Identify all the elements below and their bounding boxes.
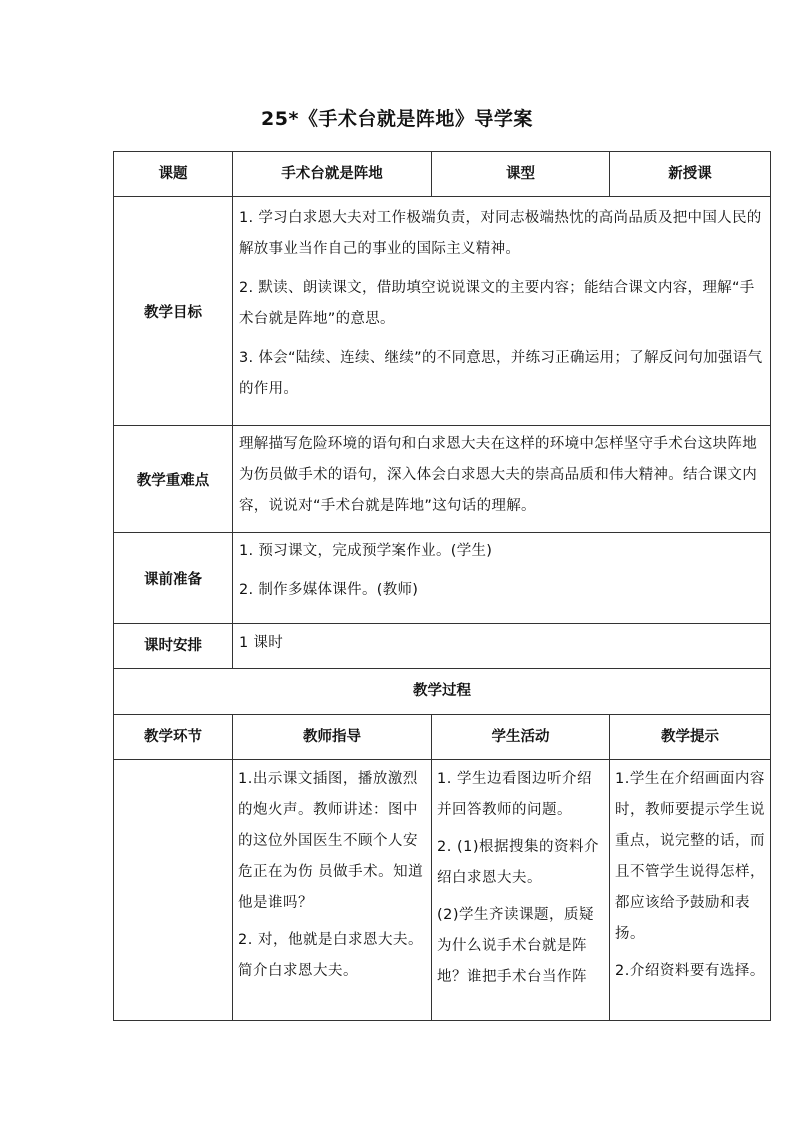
- student-step: 2. (1)根据搜集的资料介绍白求恩大夫。: [437, 839, 599, 886]
- preparation-content: [233, 533, 771, 624]
- process-header-student: 学生活动: [432, 715, 610, 760]
- schedule-label: 课时安排: [114, 624, 233, 669]
- tip-item: 1.学生在介绍画面内容时，教师要提示学生说重点，说完整的话，而且不管学生说得怎样，都应该给予鼓励和表扬。: [615, 771, 765, 942]
- topic-value: 手术台就是阵地: [233, 152, 432, 197]
- teacher-step: 1.出示课文插图，播放激烈的炮火声。教师讲述：图中的这位外国医生不顾个人安危正在为伤 员做手术。知道他是谁吗？: [238, 771, 424, 911]
- schedule-value: 1 课时: [233, 624, 771, 669]
- table-row: [114, 197, 771, 426]
- table-row: [114, 715, 771, 760]
- lesson-plan-table: [113, 151, 771, 1021]
- teacher-step: 2. 对，他就是白求恩大夫。简介白求恩大夫。: [238, 932, 423, 979]
- key-points-content: 理解描写危险环境的语句和白求恩大夫在这样的环境中怎样坚守手术台这块阵地为伤员做手术的语句，深入体会白求恩大夫的崇高品质和伟大精神。结合课文内容，说说对“手术台就是阵地”这句话的理解。: [233, 426, 771, 533]
- process-header-tips: 教学提示: [610, 715, 771, 760]
- lesson-type-label: 课型: [432, 152, 610, 197]
- tip-item: 2.介绍资料要有选择。: [615, 963, 765, 979]
- student-step: (2)学生齐读课题，质疑为什么说手术台就是阵地？谁把手术台当作阵: [437, 907, 595, 985]
- topic-label: 课题: [114, 152, 233, 197]
- table-row: [114, 760, 771, 1021]
- page-title: 25*《手术台就是阵地》导学案: [261, 108, 533, 130]
- preparation-label: 课前准备: [114, 533, 233, 624]
- preparation-item: 1. 预习课文，完成预学案作业。(学生): [239, 543, 493, 559]
- table-row: [114, 152, 771, 197]
- preparation-item: 2. 制作多媒体课件。(教师): [239, 582, 419, 598]
- objective-item: 3. 体会“陆续、连续、继续”的不同意思，并练习正确运用；了解反问句加强语气的作用。: [239, 350, 763, 397]
- table-row: [114, 533, 771, 624]
- process-header-stage: 教学环节: [114, 715, 233, 760]
- lesson-type-value: 新授课: [610, 152, 771, 197]
- process-header-teacher: 教师指导: [233, 715, 432, 760]
- key-points-label: 教学重难点: [114, 426, 233, 533]
- table-row: [114, 426, 771, 533]
- objective-item: 2. 默读、朗读课文，借助填空说说课文的主要内容；能结合课文内容，理解“手术台就是阵地”的意思。: [239, 280, 755, 327]
- table-row: [114, 624, 771, 669]
- process-student-cell: [432, 760, 610, 1021]
- student-step: 1. 学生边看图边听介绍并回答教师的问题。: [437, 771, 592, 818]
- objective-item: 1. 学习白求恩大夫对工作极端负责，对同志极端热忱的高尚品质及把中国人民的解放事业当作自己的事业的国际主义精神。: [239, 210, 762, 257]
- process-stage-cell: [114, 760, 233, 1021]
- table-row: [114, 669, 771, 715]
- process-section-title: 教学过程: [114, 669, 771, 715]
- process-tips-cell: [610, 760, 771, 1021]
- objectives-content: [233, 197, 771, 426]
- objectives-label: 教学目标: [114, 197, 233, 426]
- process-teacher-cell: [233, 760, 432, 1021]
